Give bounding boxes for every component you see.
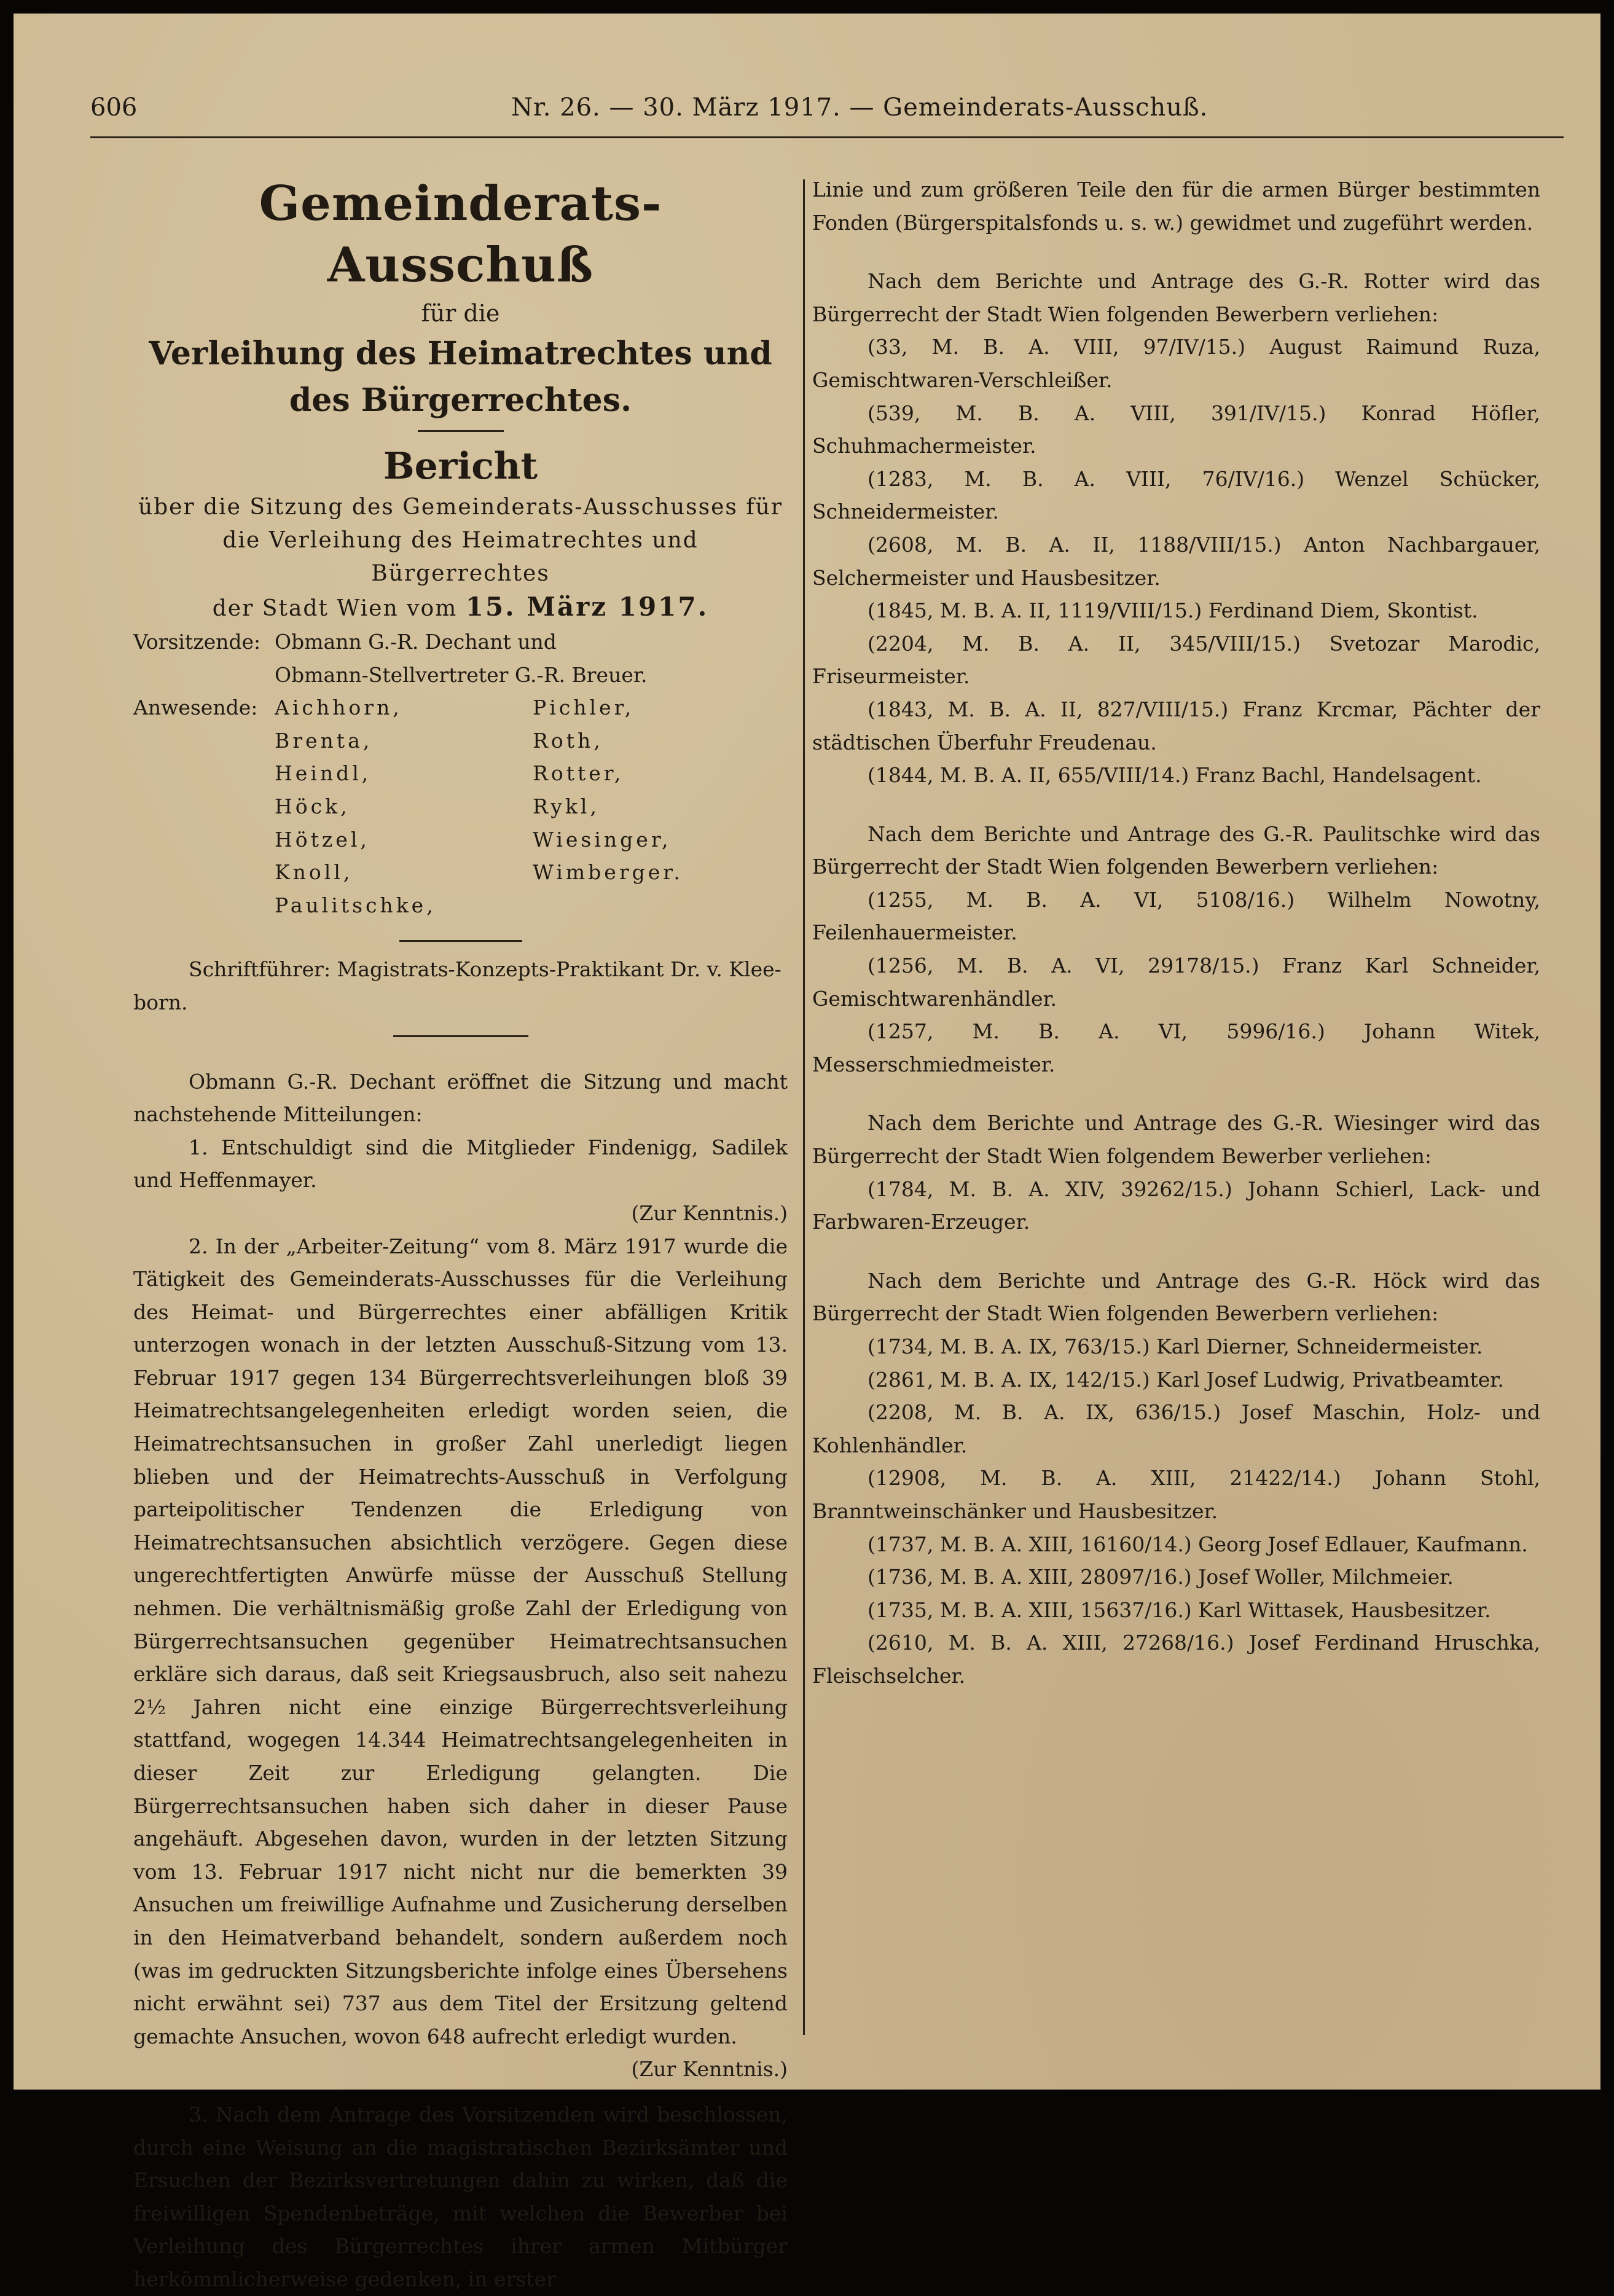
rotter-intro: Nach dem Berichte und Antrage des G.-R. Rotter wird das Bürgerrecht der Stadt Wien folgenden Bewerbern verliehen: [812,269,1540,326]
secretary-line-1: Schriftführer: Magistrats-Konzepts-Praktikant Dr. v. Klee- [189,957,782,982]
present-block [133,691,788,922]
list-item: (1734, M. B. A. IX, 763/15.) Karl Dierner, Schneidermeister. [868,1334,1483,1358]
chair-label: Vorsitzende: [133,630,261,654]
list-item: (1736, M. B. A. XIII, 28097/16.) Josef Woller, Milchmeier. [868,1565,1454,1589]
present-name: Brenta, [275,728,373,753]
chair-name-1: Obmann G.-R. Dechant und [275,630,557,654]
list-item: (1843, M. B. A. II, 827/VIII/15.) Franz Krcmar, Pächter der städtischen Überfuhr Freudenau. [812,697,1540,754]
section-rule [393,1035,528,1037]
report-heading: Bericht [383,445,538,488]
list-item: (539, M. B. A. VIII, 391/IV/15.) Konrad Höfler, Schuhmachermeister. [812,401,1540,458]
intro-line-2: die Verleihung des Heimatrechtes und Bürgerrechtes [222,528,699,586]
list-item: (2204, M. B. A. II, 345/VIII/15.) Svetozar Marodic, Friseurmeister. [812,631,1540,689]
present-col-1 [275,691,533,922]
list-item: (1283, M. B. A. VIII, 76/IV/16.) Wenzel Schücker, Schneidermeister. [812,466,1540,524]
secretary-line-2: born. [133,990,188,1014]
list-item: (2608, M. B. A. II, 1188/VIII/15.) Anton Nachbargauer, Selchermeister und Hausbesitzer. [812,532,1540,590]
paulitschke-intro: Nach dem Berichte und Antrage des G.-R. Paulitschke wird das Bürgerrecht der Stadt Wien folgenden Bewerbern verliehen: [812,821,1540,879]
item-2: 2. In der „Arbeiter-Zeitung“ vom 8. März 1917 wurde die Tätigkeit des Gemeinderats-Ausschusses für die Verleihung des Heimat- und Bürgerrechtes einer abfälligen Kritik unterzogen wonach in der letzten Ausschuß-Sitzung vom 13. Februar 1917 gegen 134 Bürgerrechtsverleihungen bloß 39 Heimatrechtsangelegenheiten erledigt worden seien, die Heimatrechtsansuchen in großer Zahl unerledigt liegen blieben und der Heimatrechts-Ausschuß in Verfolgung parteipolitischer Tendenzen die Erledigung von Heimatrechtsansuchen absichtlich verzögere. Gegen diese ungerechtfertigten Anwürfe müsse der Ausschuß Stellung nehmen. Die verhältnismäßig große Zahl der Erledigung von Bürgerrechtsansuchen gegenüber Heimatrechtsansuchen erkläre sich daraus, daß seit Kriegsausbruch, also seit nahezu 2½ Jahren nicht eine einzige Bürgerrechtsverleihung stattfand, wogegen 14.344 Heimatrechtsangelegenheiten in dieser Zeit zur Erledigung gelangten. Die Bürgerrechtsansuchen haben sich daher in dieser Pause angehäuft. Abgesehen davon, wurden in der letzten Sitzung vom 13. Februar 1917 nicht nicht nur die bemerkten 39 Ansuchen um freiwillige Aufnahme und Zusicherung derselben in den Heimatverband behandelt, sondern außerdem noch (was im gedruckten Sitzungsberichte infolge eines Übersehens nicht erwähnt sei) 737 aus dem Titel der Ersitzung geltend gemachte Ansuchen, wovon 648 aufrecht erledigt wurden. [133,1234,788,2048]
list-item: (2208, M. B. A. IX, 636/15.) Josef Maschin, Holz- und Kohlenhändler. [812,1400,1540,1457]
list-item: (1257, M. B. A. VI, 5996/16.) Johann Witek, Messerschmiedmeister. [812,1019,1540,1076]
list-item: (2610, M. B. A. XIII, 27268/16.) Josef Ferdinand Hruschka, Fleischselcher. [812,1631,1540,1688]
wiesinger-intro: Nach dem Berichte und Antrage des G.-R. Wiesinger wird das Bürgerrecht der Stadt Wien folgendem Bewerber verliehen: [812,1111,1540,1169]
list-item: (2861, M. B. A. IX, 142/15.) Karl Josef Ludwig, Privatbeamter. [868,1367,1504,1392]
newspaper-page [14,14,1600,2291]
present-name: Rykl, [533,794,600,818]
continued-paragraph: Linie und zum größeren Teile den für die armen Bürger bestimmten Fonden (Bürgerspitalsfonds u. s. w.) gewidmet und zugeführt werden. [812,178,1540,235]
subtitle: Verleihung des Heimatrechtes und des Bürgerrechtes. [149,335,772,419]
present-col-2 [533,691,683,922]
intro-line-3-text: der Stadt Wien vom [212,596,458,621]
page-number: 606 [90,93,138,122]
opening-paragraph: Obmann G.-R. Dechant eröffnet die Sitzung und macht nachstehende Mitteilungen: [133,1069,788,1127]
list-item: (12908, M. B. A. XIII, 21422/14.) Johann Stohl, Branntweinschänker und Hausbesitzer. [812,1466,1540,1523]
chair-row-1 [133,625,788,659]
attendance-rule [399,940,522,942]
hoeck-intro: Nach dem Berichte und Antrage des G.-R. Höck wird das Bürgerrecht der Stadt Wien folgenden Bewerbern verliehen: [812,1268,1540,1326]
present-name: Heindl, [275,761,372,786]
list-item: (1255, M. B. A. VI, 5108/16.) Wilhelm Nowotny, Feilenhauermeister. [812,887,1540,945]
present-name: Wimberger. [533,860,683,885]
list-item: (1784, M. B. A. XIV, 39262/15.) Johann Schierl, Lack- und Farbwaren-Erzeuger. [812,1177,1540,1234]
list-item: (1844, M. B. A. II, 655/VIII/14.) Franz Bachl, Handelsagent. [868,763,1482,788]
list-item: (1256, M. B. A. VI, 29178/15.) Franz Karl Schneider, Gemischtwarenhändler. [812,954,1540,1011]
present-name: Rotter, [533,761,624,786]
header-rule [90,136,1564,138]
running-head [14,93,1600,136]
intro-line-3 [133,590,788,625]
item-1-note: (Zur Kenntnis.) [631,1201,788,1225]
session-date: 15. März 1917. [465,592,709,622]
item-2-note: (Zur Kenntnis.) [631,2057,788,2082]
present-name: Pichler, [533,695,635,720]
title-rule [418,430,504,432]
item-1: 1. Entschuldigt sind die Mitglieder Findenigg, Sadilek und Heffenmayer. [133,1135,788,1193]
present-name: Knoll, [275,860,353,885]
column-divider [803,179,805,2035]
present-name: Höck, [275,794,350,818]
main-title: Gemeinderats-Ausschuß [259,176,662,293]
item-3: 3. Nach dem Antrage des Vorsitzenden wird beschlossen, durch eine Weisung an die magistratischen Bezirksämter und Ersuchen der Bezirksvertretungen dahin zu wirken, daß die freiwilligen Spendenbeträge, mit welchen die Bewerber bei Verleihung des Bürgerrechtes ihrer armen Mitbürger herkömmlicherweise gedenken, in erster [133,2102,788,2291]
present-name: Aichhorn, [275,695,402,720]
list-item: (33, M. B. A. VIII, 97/IV/15.) August Raimund Ruza, Gemischtwaren-Verschleißer. [812,335,1540,392]
present-name: Hötzel, [275,827,370,852]
chair-row-2 [133,659,788,692]
right-column [812,173,1540,1693]
list-item: (1845, M. B. A. II, 1119/VIII/15.) Ferdinand Diem, Skontist. [868,598,1478,623]
intro-line-1: über die Sitzung des Gemeinderats-Ausschusses für [138,495,783,520]
present-name: Paulitschke, [275,893,436,917]
list-item: (1735, M. B. A. XIII, 15637/16.) Karl Wittasek, Hausbesitzer. [868,1597,1491,1622]
running-title: Nr. 26. — 30. März 1917. — Gemeinderats-Ausschuß. [511,93,1209,122]
title-for: für die [421,300,500,327]
left-column [133,173,788,2296]
list-item: (1737, M. B. A. XIII, 16160/14.) Georg Josef Edlauer, Kaufmann. [868,1532,1528,1556]
chair-name-2: Obmann-Stellvertreter G.-R. Breuer. [275,662,648,687]
present-names [275,691,683,922]
present-label: Anwesende: [133,695,258,720]
present-name: Wiesinger, [533,827,672,852]
present-name: Roth, [533,728,603,753]
